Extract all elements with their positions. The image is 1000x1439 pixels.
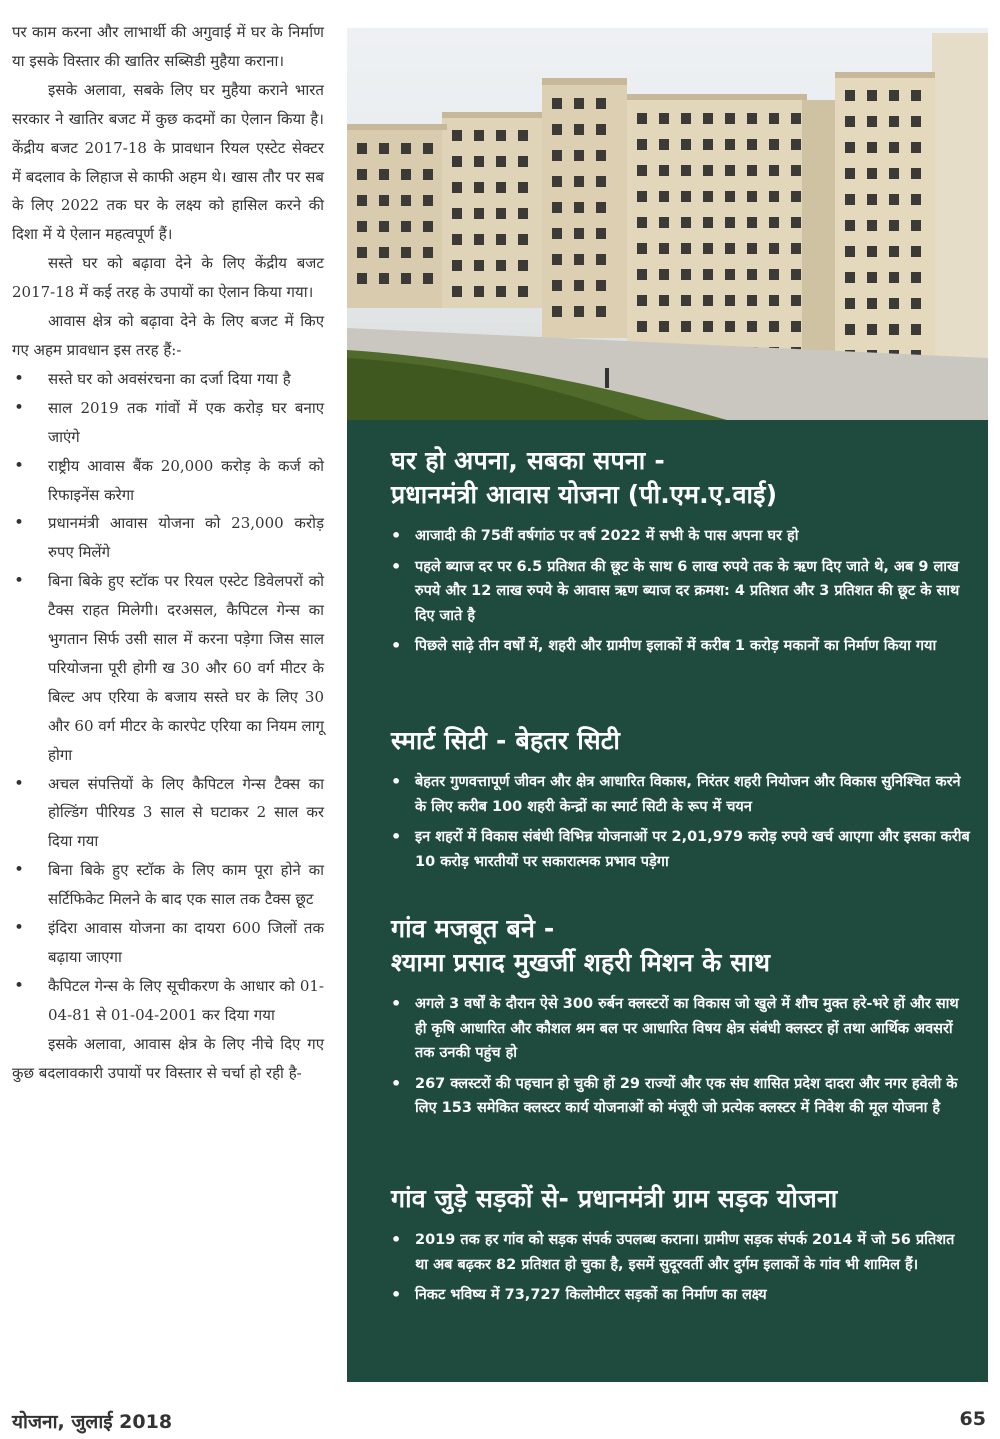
- window-shape: [423, 221, 433, 232]
- window-shape: [867, 90, 877, 101]
- window-shape: [725, 321, 735, 332]
- list-item: • 2019 तक हर गांव को सड़क संपर्क उपलब्ध कराना। ग्रामीण सड़क संपर्क 2014 में जो 56 प्रतिशत था अब बढ़कर 82 प्रतिशत हो चुका है, इसमें सुदूरवर्ती और दुर्गम इलाकों के गांव भी शामिल हैं।: [391, 1228, 971, 1277]
- window-shape: [747, 113, 757, 124]
- window-shape: [867, 142, 877, 153]
- paragraph: सस्ते घर को बढ़ावा देने के लिए केंद्रीय बजट 2017-18 में कई तरह के उपायों का ऐलान किया गया।: [12, 254, 324, 302]
- window-shape: [681, 321, 691, 332]
- window-shape: [769, 269, 779, 280]
- window-shape: [791, 243, 801, 254]
- window-shape: [911, 168, 921, 179]
- window-shape: [637, 113, 647, 124]
- window-shape: [401, 169, 411, 180]
- window-shape: [681, 139, 691, 150]
- title-line: श्यामा प्रसाद मुखर्जी शहरी मिशन के साथ: [391, 948, 771, 977]
- window-shape: [845, 142, 855, 153]
- paragraph: इसके अलावा, आवास क्षेत्र के लिए नीचे दिए गए कुछ बदलावकारी उपायों पर विस्तार से चर्चा हो रही है-: [12, 1034, 324, 1082]
- window-shape: [725, 139, 735, 150]
- window-shape: [725, 295, 735, 306]
- window-shape: [637, 191, 647, 202]
- window-shape: [518, 130, 528, 141]
- window-shape: [659, 191, 669, 202]
- window-shape: [911, 324, 921, 335]
- title-line: घर हो अपना, सबका सपना -: [391, 446, 665, 475]
- list-item: • पिछले साढ़े तीन वर्षों में, शहरी और ग्रामीण इलाकों में करीब 1 करोड़ मकानों का निर्माण किया गया: [391, 634, 971, 659]
- window-shape: [769, 113, 779, 124]
- section-list: [391, 770, 971, 874]
- window-shape: [791, 269, 801, 280]
- window-shape: [452, 182, 462, 193]
- section-smart-city: [391, 724, 971, 880]
- window-shape: [474, 260, 484, 271]
- list-item: • आजादी की 75वीं वर्षगांठ पर वर्ष 2022 में सभी के पास अपना घर हो: [391, 524, 971, 549]
- housing-buildings-illustration: [347, 28, 988, 420]
- window-shape: [681, 269, 691, 280]
- window-shape: [401, 273, 411, 284]
- window-shape: [552, 176, 562, 187]
- window-shape: [889, 272, 899, 283]
- list-item: • इन शहरों में विकास संबंधी विभिन्न योजनाओं पर 2,01,979 करोड़ रुपये खर्च आएगा और इसका करीब 10 करोड़ भारतीयों पर सकारात्मक प्रभाव पड़ेगा: [391, 825, 971, 874]
- window-shape: [552, 280, 562, 291]
- window-shape: [659, 139, 669, 150]
- window-shape: [518, 260, 528, 271]
- window-shape: [637, 165, 647, 176]
- window-shape: [574, 254, 584, 265]
- window-shape: [423, 247, 433, 258]
- window-shape: [574, 280, 584, 291]
- window-shape: [552, 150, 562, 161]
- window-shape: [911, 116, 921, 127]
- window-shape: [518, 208, 528, 219]
- window-shape: [659, 217, 669, 228]
- paragraph: पर काम करना और लाभार्थी की अगुवाई में घर के निर्माण या इसके विस्तार की खातिर सब्सिडी मुहैया कराना।: [12, 23, 324, 70]
- window-shape: [496, 156, 506, 167]
- list-item: • कैपिटल गेन्स के लिए सूचीकरण के आधार को 01-04-81 से 01-04-2001 कर दिया गया: [12, 972, 324, 1030]
- list-item: • 267 क्लस्टरों की पहचान हो चुकी हों 29 राज्यों और एक संघ शासित प्रदेश दादरा और नगर हवेली के लिए 153 समेकित क्लस्टर कार्य योजनाओं को मंजूरी जो प्रत्येक क्लस्टर में निवेश की मूल योजना है: [391, 1072, 971, 1121]
- list-item: • बिना बिके हुए स्टॉक के लिए काम पूरा होने का सर्टिफिकेट मिलने के बाद एक साल तक टैक्स छूट: [12, 856, 324, 914]
- list-item: • अगले 3 वर्षों के दौरान ऐसे 300 रुर्बन क्लस्टरों का विकास जो खुले में शौच मुक्त हरे-भरे हों और साथ ही कृषि आधारित और कौशल श्रम बल पर आधारित विषय क्षेत्र संबंधी क्लस्टर हों तथा आर्थिक अवसरों तक उनकी पहुंच हो: [391, 992, 971, 1066]
- window-shape: [889, 220, 899, 231]
- window-shape: [845, 272, 855, 283]
- window-shape: [867, 194, 877, 205]
- window-shape: [357, 273, 367, 284]
- window-shape: [659, 295, 669, 306]
- window-shape: [725, 269, 735, 280]
- list-item: • निकट भविष्य में 73,727 किलोमीटर सड़कों का निर्माण का लक्ष्य: [391, 1283, 971, 1308]
- window-shape: [681, 295, 691, 306]
- window-shape: [452, 156, 462, 167]
- window-shape: [791, 191, 801, 202]
- window-shape: [747, 139, 757, 150]
- window-shape: [552, 254, 562, 265]
- window-shape: [791, 321, 801, 332]
- section-pmgsy: [391, 1182, 971, 1314]
- window-shape: [889, 324, 899, 335]
- window-shape: [423, 273, 433, 284]
- window-shape: [769, 139, 779, 150]
- window-shape: [574, 202, 584, 213]
- window-shape: [703, 269, 713, 280]
- list-item: • पहले ब्याज दर पर 6.5 प्रतिशत की छूट के साथ 6 लाख रुपये तक के ऋण दिए जाते थे, अब 9 लाख रुपये और 12 लाख रुपये के आवास ऋण ब्याज दर क्रमश: 4 प्रतिशत और 3 प्रतिशत की छूट के साथ दिए जाते है: [391, 555, 971, 629]
- window-shape: [845, 220, 855, 231]
- list-item: • साल 2019 तक गांवों में एक करोड़ घर बनाए जाएंगे: [12, 394, 324, 452]
- window-shape: [357, 221, 367, 232]
- budget-provisions-list: [12, 365, 324, 1030]
- window-shape: [911, 298, 921, 309]
- window-shape: [474, 234, 484, 245]
- window-shape: [379, 221, 389, 232]
- window-shape: [747, 269, 757, 280]
- list-item: • बिना बिके हुए स्टॉक पर रियल एस्टेट डिवेलपरों को टैक्स राहत मिलेगी। दरअसल, कैपिटल गेन्स का भुगतान सिर्फ उसी साल में करना पड़ेगा जिस साल परियोजना पूरी होगी ख 30 और 60 वर्ग मीटर के बिल्ट अप एरिया के बजाय सस्ते घर के लिए 30 और 60 वर्ग मीटर के कारपेट एरिया का नियम लागू होगा: [12, 567, 324, 769]
- window-shape: [596, 254, 606, 265]
- window-shape: [889, 246, 899, 257]
- window-shape: [379, 143, 389, 154]
- window-shape: [889, 90, 899, 101]
- window-shape: [496, 182, 506, 193]
- window-shape: [596, 280, 606, 291]
- window-shape: [747, 191, 757, 202]
- window-shape: [474, 286, 484, 297]
- window-shape: [496, 260, 506, 271]
- window-shape: [725, 243, 735, 254]
- window-shape: [637, 269, 647, 280]
- window-shape: [703, 295, 713, 306]
- window-shape: [725, 113, 735, 124]
- window-shape: [596, 98, 606, 109]
- window-shape: [596, 228, 606, 239]
- window-shape: [769, 165, 779, 176]
- window-shape: [889, 142, 899, 153]
- window-shape: [867, 168, 877, 179]
- window-shape: [889, 168, 899, 179]
- list-item: • इंदिरा आवास योजना का दायरा 600 जिलों तक बढ़ाया जाएगा: [12, 914, 324, 972]
- window-shape: [452, 286, 462, 297]
- window-shape: [637, 217, 647, 228]
- window-shape: [845, 194, 855, 205]
- window-shape: [423, 169, 433, 180]
- title-line: प्रधानमंत्री आवास योजना (पी.एम.ए.वाई): [391, 480, 778, 509]
- window-shape: [574, 176, 584, 187]
- window-shape: [867, 298, 877, 309]
- window-shape: [637, 321, 647, 332]
- window-shape: [474, 156, 484, 167]
- window-shape: [845, 246, 855, 257]
- window-shape: [496, 286, 506, 297]
- window-shape: [452, 260, 462, 271]
- window-shape: [596, 124, 606, 135]
- window-shape: [452, 234, 462, 245]
- window-shape: [769, 217, 779, 228]
- window-shape: [911, 142, 921, 153]
- info-box: [347, 420, 988, 1382]
- window-shape: [845, 116, 855, 127]
- section-title: [391, 444, 971, 512]
- window-shape: [769, 243, 779, 254]
- window-shape: [703, 113, 713, 124]
- title-line: गांव मजबूत बने -: [391, 914, 555, 943]
- window-shape: [659, 243, 669, 254]
- window-shape: [791, 295, 801, 306]
- window-shape: [379, 273, 389, 284]
- window-shape: [769, 321, 779, 332]
- window-shape: [552, 228, 562, 239]
- window-shape: [379, 169, 389, 180]
- window-shape: [867, 246, 877, 257]
- window-shape: [474, 182, 484, 193]
- window-shape: [889, 116, 899, 127]
- magazine-footer: योजना, जुलाई 2018: [12, 1411, 173, 1433]
- window-shape: [401, 221, 411, 232]
- window-shape: [596, 202, 606, 213]
- window-shape: [911, 246, 921, 257]
- window-shape: [659, 113, 669, 124]
- window-shape: [452, 208, 462, 219]
- section-title: [391, 912, 971, 980]
- list-item: • प्रधानमंत्री आवास योजना को 23,000 करोड़ रुपए मिलेंगे: [12, 509, 324, 567]
- window-shape: [703, 191, 713, 202]
- list-item: • अचल संपत्तियों के लिए कैपिटल गेन्स टैक्स का होल्डिंग पीरियड 3 साल से घटाकर 2 साल कर दिया गया: [12, 770, 324, 857]
- window-shape: [423, 143, 433, 154]
- left-column: [12, 18, 324, 1088]
- window-shape: [681, 165, 691, 176]
- window-shape: [703, 139, 713, 150]
- window-shape: [518, 156, 528, 167]
- window-shape: [552, 202, 562, 213]
- window-shape: [659, 165, 669, 176]
- paragraph: इसके अलावा, सबके लिए घर मुहैया कराने भारत सरकार ने खातिर बजट में कुछ कदमों का ऐलान किया है। केंद्रीय बजट 2017-18 के प्रावधान रियल एस्टेट सेक्टर में बदलाव के लिहाज से काफी अहम थे। खास तौर पर सब के लिए 2022 तक घर के लक्ष्य को हासिल करने की दिशा में ये ऐलान महत्वपूर्ण हैं।: [12, 80, 324, 244]
- window-shape: [725, 165, 735, 176]
- window-shape: [496, 130, 506, 141]
- list-item: • बेहतर गुणवत्तापूर्ण जीवन और क्षेत्र आधारित विकास, निरंतर शहरी नियोजन और विकास सुनिश्चित करने के लिए करीब 100 शहरी केन्द्रों का स्मार्ट सिटी के रूप में चयन: [391, 770, 971, 819]
- window-shape: [552, 124, 562, 135]
- window-shape: [911, 220, 921, 231]
- section-title: स्मार्ट सिटी - बेहतर सिटी: [391, 726, 621, 755]
- window-shape: [747, 217, 757, 228]
- window-shape: [574, 228, 584, 239]
- window-shape: [574, 306, 584, 317]
- window-shape: [681, 217, 691, 228]
- window-shape: [659, 321, 669, 332]
- window-shape: [703, 165, 713, 176]
- paragraph: आवास क्षेत्र को बढ़ावा देने के लिए बजट में किए गए अहम प्रावधान इस तरह हैं:-: [12, 312, 324, 359]
- page-number: 65: [959, 1408, 986, 1430]
- window-shape: [379, 247, 389, 258]
- window-shape: [552, 306, 562, 317]
- window-shape: [911, 90, 921, 101]
- window-shape: [769, 191, 779, 202]
- window-shape: [518, 182, 528, 193]
- window-shape: [518, 286, 528, 297]
- window-shape: [596, 306, 606, 317]
- window-shape: [681, 191, 691, 202]
- window-shape: [791, 165, 801, 176]
- window-shape: [496, 208, 506, 219]
- window-shape: [703, 217, 713, 228]
- window-shape: [769, 295, 779, 306]
- window-shape: [596, 176, 606, 187]
- window-shape: [574, 98, 584, 109]
- window-shape: [845, 324, 855, 335]
- window-shape: [637, 243, 647, 254]
- window-shape: [401, 247, 411, 258]
- window-shape: [867, 116, 877, 127]
- window-shape: [867, 324, 877, 335]
- window-shape: [574, 124, 584, 135]
- window-shape: [867, 220, 877, 231]
- housing-photo: [347, 28, 988, 420]
- window-shape: [747, 165, 757, 176]
- window-shape: [867, 272, 877, 283]
- window-shape: [379, 195, 389, 206]
- window-shape: [401, 195, 411, 206]
- section-rurban-mission: [391, 912, 971, 1127]
- window-shape: [791, 139, 801, 150]
- window-shape: [845, 90, 855, 101]
- window-shape: [452, 130, 462, 141]
- list-item: • राष्ट्रीय आवास बैंक 20,000 करोड़ के कर्ज को रिफाइनेंस करेगा: [12, 452, 324, 510]
- window-shape: [889, 194, 899, 205]
- section-title: गांव जुड़े सड़कों से- प्रधानमंत्री ग्राम सड़क योजना: [391, 1184, 838, 1213]
- window-shape: [474, 208, 484, 219]
- window-shape: [518, 234, 528, 245]
- window-shape: [681, 113, 691, 124]
- window-shape: [911, 272, 921, 283]
- section-pmay: [391, 444, 971, 665]
- window-shape: [725, 217, 735, 228]
- window-shape: [574, 150, 584, 161]
- window-shape: [357, 195, 367, 206]
- window-shape: [474, 130, 484, 141]
- window-shape: [637, 139, 647, 150]
- section-list: [391, 524, 971, 659]
- window-shape: [496, 234, 506, 245]
- window-shape: [357, 247, 367, 258]
- window-shape: [659, 269, 669, 280]
- window-shape: [703, 321, 713, 332]
- window-shape: [911, 194, 921, 205]
- section-list: [391, 1228, 971, 1308]
- window-shape: [423, 195, 433, 206]
- window-shape: [681, 243, 691, 254]
- window-shape: [791, 217, 801, 228]
- window-shape: [596, 150, 606, 161]
- window-shape: [703, 243, 713, 254]
- window-shape: [637, 295, 647, 306]
- window-shape: [791, 113, 801, 124]
- section-list: [391, 992, 971, 1121]
- window-shape: [725, 191, 735, 202]
- list-item: • सस्ते घर को अवसंरचना का दर्जा दिया गया है: [12, 365, 324, 394]
- window-shape: [747, 321, 757, 332]
- window-shape: [357, 169, 367, 180]
- window-shape: [845, 168, 855, 179]
- window-shape: [747, 243, 757, 254]
- window-shape: [845, 298, 855, 309]
- window-shape: [747, 295, 757, 306]
- window-shape: [401, 143, 411, 154]
- window-shape: [552, 98, 562, 109]
- window-shape: [357, 143, 367, 154]
- window-shape: [889, 298, 899, 309]
